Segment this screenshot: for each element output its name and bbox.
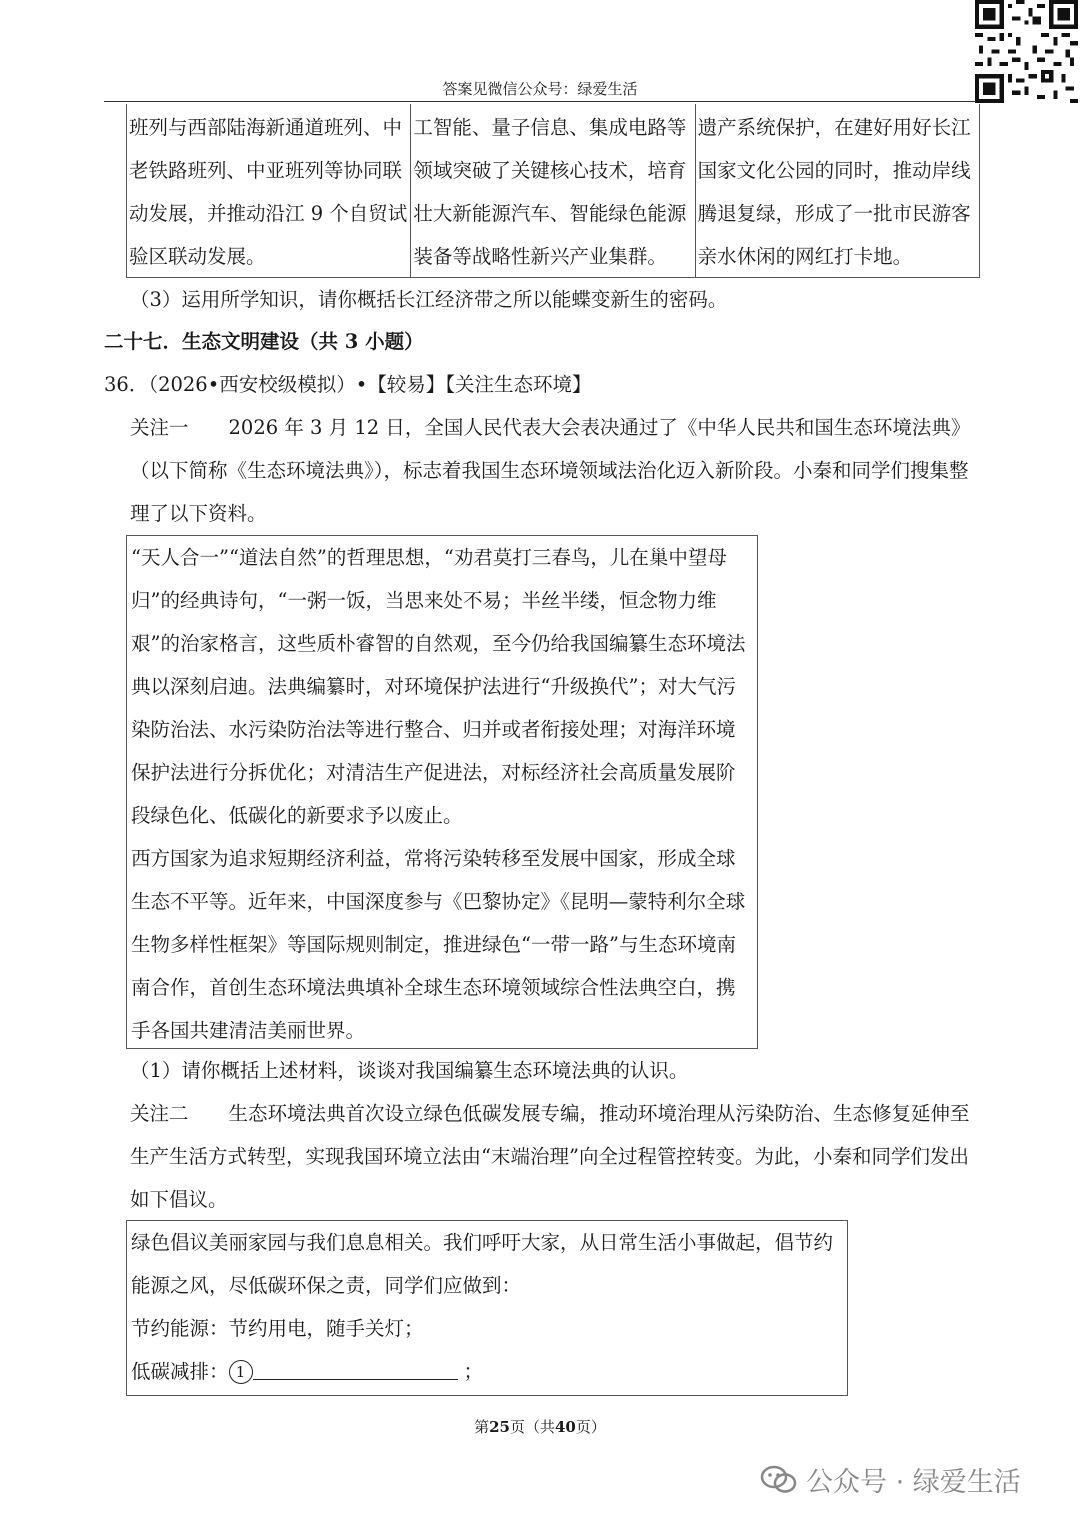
table-cell: 班列与西部陆海新通道班列、中老铁路班列、中亚班列等协同联动发展，并推动沿江 9 个自贸试验区联动发展。	[127, 104, 411, 277]
initiative-energy-line: 节约能源：节约用电，随手关灯；	[131, 1317, 424, 1340]
initiative-box	[126, 1220, 848, 1396]
page-header: 答案见微信公众号：绿爱生活	[442, 80, 638, 98]
focus-one-paragraph	[130, 406, 980, 535]
material-paragraph: 西方国家为追求短期经济利益，常将污染转移至发展中国家，形成全球生态不平等。近年来，中国深度参与《巴黎协定》《昆明—蒙特利尔全球生物多样性框架》等国际规则制定，推进绿色“一带一路”与生态环境南南合作，首创生态环境法典填补全球生态环境领域综合性法典空白，携手各国共建清洁美丽世界。	[131, 847, 746, 1042]
total-pages-number: 40	[555, 1418, 576, 1436]
continuation-table	[126, 104, 980, 278]
footer-prefix: 第	[474, 1418, 490, 1436]
question-1: （1）请你概括上述材料，谈谈对我国编纂生态环境法典的认识。	[130, 1059, 689, 1082]
focus-two-label: 关注二	[130, 1102, 189, 1125]
current-page-number: 25	[489, 1418, 510, 1436]
question-36-header: 36．（2026•西安校级模拟）•【较易】【关注生态环境】	[104, 373, 592, 396]
footer-mid: 页（共	[509, 1418, 555, 1436]
page-footer	[0, 1416, 1080, 1437]
lowcarbon-label: 低碳减排：	[131, 1360, 229, 1383]
answer-blank[interactable]	[253, 1357, 458, 1380]
focus-two-text: 生态环境法典首次设立绿色低碳发展专编，推动环境治理从污染防治、生态修复延伸至生产生活方式转型，实现我国环境立法由“末端治理”向全过程管控转变。为此，小秦和同学们发出如下倡议。	[130, 1102, 970, 1211]
wechat-watermark	[760, 1460, 1021, 1499]
circled-number: 1	[229, 1360, 253, 1384]
footer-suffix: 页）	[575, 1418, 606, 1436]
table-cell: 工智能、量子信息、集成电路等领域突破了关键核心技术，培育壮大新能源汽车、智能绿色能源装备等战略性新兴产业集群。	[411, 104, 695, 277]
line-end-punct: ；	[463, 1360, 484, 1383]
focus-two-paragraph	[130, 1092, 980, 1221]
initiative-intro: 绿色倡议美丽家园与我们息息相关。我们呼吁大家，从日常生活小事做起，倡节约能源之风，尽低碳环保之责，同学们应做到：	[131, 1231, 834, 1297]
material-paragraph: “天人合一”“道法自然”的哲理思想，“劝君莫打三春鸟，儿在巢中望母归”的经典诗句，“一粥一饭，当思来处不易；半丝半缕，恒念物力维艰”的治家格言，这些质朴睿智的自然观，至今仍给我国编纂生态环境法典以深刻启迪。法典编纂时，对环境保护法进行“升级换代”；对大气污染防治法、水污染防治法等进行整合、归并或者衔接处理；对海洋环境保护法进行分拆优化；对清洁生产促进法，对标经济社会高质量发展阶段绿色化、低碳化的新要求予以废止。	[131, 546, 746, 827]
section-title: 二十七．生态文明建设（共 3 小题）	[104, 330, 424, 353]
watermark-text: 公众号 · 绿爱生活	[806, 1467, 1021, 1498]
focus-one-label: 关注一	[130, 416, 189, 439]
table-cell: 遗产系统保护，在建好用好长江国家文化公园的同时，推动岸线腾退复绿，形成了一批市民游客亲水休闲的网红打卡地。	[697, 116, 971, 268]
header-divider	[104, 101, 976, 102]
initiative-lowcarbon-line	[131, 1350, 843, 1393]
question-3: （3）运用所学知识，请你概括长江经济带之所以能蝶变新生的密码。	[130, 288, 728, 311]
material-box	[126, 535, 758, 1049]
focus-one-text: 2026 年 3 月 12 日，全国人民代表大会表决通过了《中华人民共和国生态环境法典》（以下简称《生态环境法典》），标志着我国生态环境领域法治化迈入新阶段。小秦和同学们搜集整理了以下资料。	[130, 416, 971, 525]
wechat-icon	[760, 1465, 798, 1495]
